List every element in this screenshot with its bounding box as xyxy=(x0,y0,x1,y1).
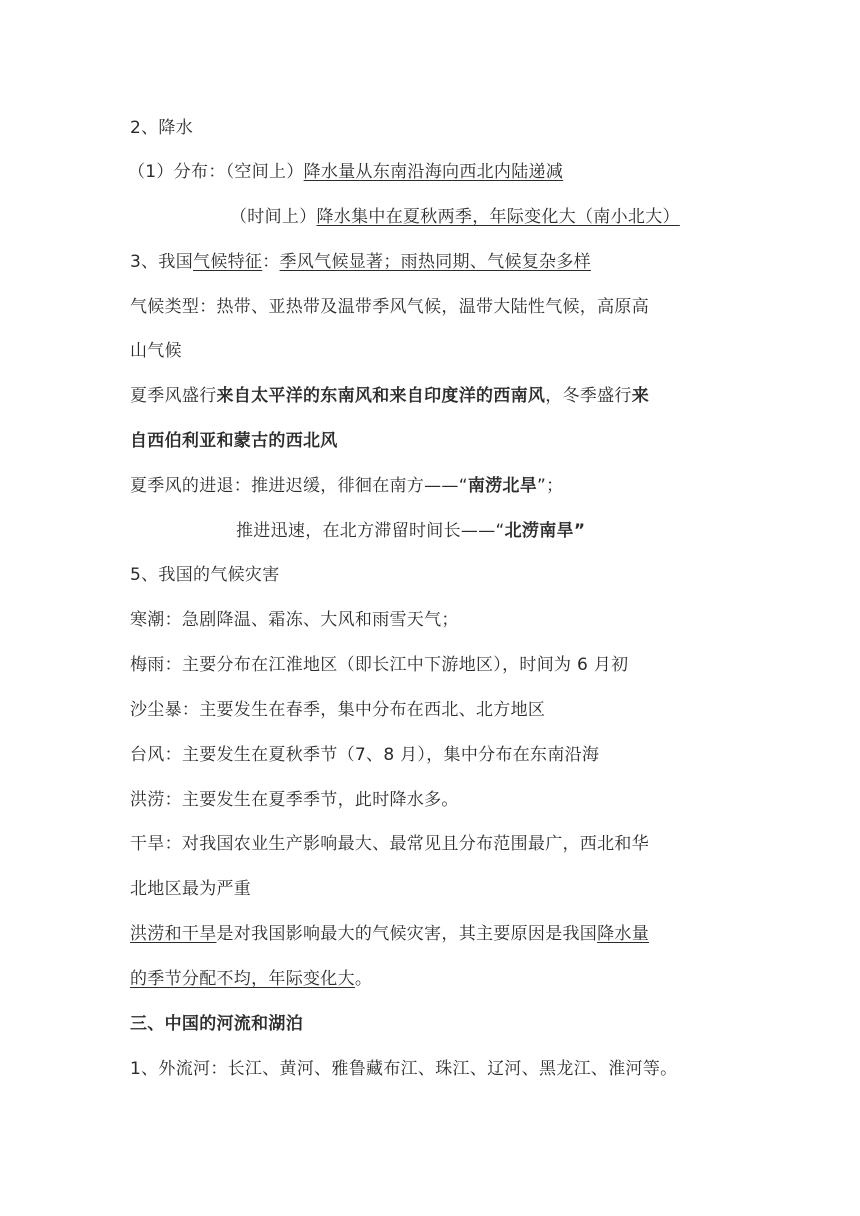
text: （时间上） xyxy=(230,207,317,227)
text: 夏季风的进退：推进迟缓，徘徊在南方——“ xyxy=(130,476,468,496)
exterior-rivers: 1、外流河：长江、黄河、雅鲁藏布江、珠江、辽河、黑龙江、淮河等。 xyxy=(130,1059,678,1079)
precip-distribution-space xyxy=(128,160,563,184)
underlined-text: 的季节分配不均，年际变化大 xyxy=(130,969,355,989)
monsoon-line2: 自西伯利亚和蒙古的西北风 xyxy=(130,431,338,451)
text: 。 xyxy=(354,969,373,989)
climate-types-line1: 气候类型：热带、亚热带及温带季风气候，温带大陆性气候，高原高 xyxy=(130,297,649,317)
text: ”； xyxy=(537,476,564,496)
disaster-drought-line2: 北地区最为严重 xyxy=(130,879,252,899)
heading-precipitation: 2、降水 xyxy=(130,118,194,138)
underlined-text: 季风气候显著；雨热同期、气候复杂多样 xyxy=(279,252,591,272)
text: 推进迅速，在北方滞留时间长——“ xyxy=(236,521,505,541)
bold-text: 来自太平洋的东南风和来自印度洋的西南风 xyxy=(216,386,546,406)
climate-features xyxy=(130,250,591,274)
underlined-text: 气候特征 xyxy=(193,252,263,272)
monsoon-line1 xyxy=(130,384,649,408)
bold-text: 来 xyxy=(631,386,650,406)
disaster-sandstorm: 沙尘暴：主要发生在春季，集中分布在西北、北方地区 xyxy=(130,700,546,720)
underlined-text: 降水量从东南沿海向西北内陆递减 xyxy=(303,162,564,182)
text: ： xyxy=(262,252,280,272)
conclusion-line2 xyxy=(130,967,372,991)
text: （1）分布：（空间上） xyxy=(128,162,304,182)
climate-types-line2: 山气候 xyxy=(130,341,182,361)
underlined-text: 降水集中在夏秋两季，年际变化大（南小北大） xyxy=(316,207,680,227)
underlined-text: 洪涝和干旱 xyxy=(130,924,217,944)
precip-distribution-time xyxy=(230,205,680,229)
disaster-cold-wave: 寒潮：急剧降温、霜冻、大风和雨雪天气； xyxy=(130,610,459,630)
disaster-flood: 洪涝：主要发生在夏季季节，此时降水多。 xyxy=(130,790,459,810)
monsoon-advance-line2 xyxy=(236,519,585,543)
text: 是对我国影响最大的气候灾害，其主要原因是我国 xyxy=(216,924,598,944)
underlined-text: 降水量 xyxy=(597,924,650,944)
text: ，冬季盛行 xyxy=(545,386,632,406)
heading-rivers-lakes: 三、中国的河流和湖泊 xyxy=(130,1014,303,1034)
bold-text: 南涝北旱 xyxy=(467,476,538,496)
monsoon-advance-line1 xyxy=(130,474,563,498)
bold-text: ” xyxy=(573,521,586,541)
text: 3、我国 xyxy=(130,252,194,272)
text: 夏季风盛行 xyxy=(130,386,217,406)
bold-text: 北涝南旱 xyxy=(504,521,574,541)
disaster-typhoon: 台风：主要发生在夏秋季节（7、8 月），集中分布在东南沿海 xyxy=(130,745,600,765)
conclusion-line1 xyxy=(130,922,649,946)
disaster-plum-rain: 梅雨：主要分布在江淮地区（即长江中下游地区），时间为 6 月初 xyxy=(130,655,629,675)
heading-climate-disasters: 5、我国的气候灾害 xyxy=(130,565,280,585)
disaster-drought-line1: 干旱：对我国农业生产影响最大、最常见且分布范围最广，西北和华 xyxy=(130,834,649,854)
